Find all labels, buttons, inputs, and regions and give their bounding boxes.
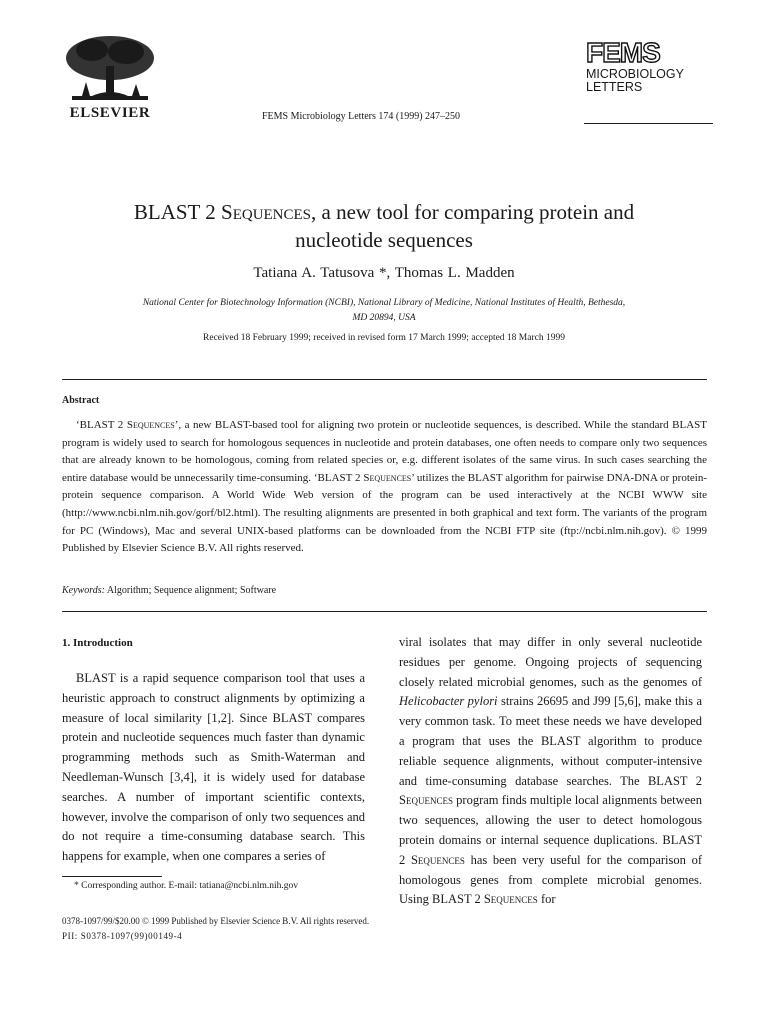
article-title: BLAST 2 Sequences, a new tool for comparing protein and nucleotide sequences [133, 200, 635, 252]
affiliation: National Center for Biotechnology Information (NCBI), National Library of Medicine, National Institutes of Health, Bethesda, MD 20894, USA [142, 298, 626, 323]
rule-top [62, 379, 707, 380]
footnote-rule [62, 876, 162, 877]
elsevier-tree-icon [62, 32, 158, 104]
elsevier-logo [55, 32, 165, 122]
publisher-name: ELSEVIER [69, 105, 151, 121]
section-heading: 1. Introduction [62, 637, 133, 649]
body-left-column: BLAST is a rapid sequence comparison tool that uses a heuristic approach to construct alignments by optimizing a measure of local similarity [1,2]. Since BLAST compares protein and nucleotide sequences much faster than dynamic programming methods such as Smith-Waterman and Needleman-Wunsch [3,4], it is widely used for database searches. A number of important scientific contexts, however, involve the comparison of only two sequences and do not require a time-consuming database search. This happens for example, when one compares a series of [62, 671, 365, 864]
copyright-line: 0378-1097/99/$20.00 © 1999 Published by Elsevier Science B.V. All rights reserved. [62, 916, 370, 926]
journal-name-line1: MICROBIOLOGY [586, 67, 684, 81]
body-right-column: viral isolates that may differ in only several nucleotide residues per genome. Ongoing projects of sequencing closely related microbial genomes, such as the genomes of Helicobacter pylori strains 26695 and J99 [5,6], make this a very common task. To meet these needs we have developed a program that uses the BLAST algorithm to produce reliable sequence alignments, without computer-intensive and time-consuming database searches. The BLAST 2 Sequences program finds multiple local alignments between two sequences, allowing the user to detect homologous protein domains or internal sequence duplications. BLAST 2 Sequences has been very useful for the comparison of homologous genes from complete microbial genomes. Using BLAST 2 Sequences for [399, 635, 702, 907]
keywords: Keywords: Algorithm; Sequence alignment; Software [62, 585, 277, 596]
abstract-heading: Abstract [62, 395, 100, 406]
fems-logo [586, 38, 726, 94]
abstract-text: ‘BLAST 2 Sequences’, a new BLAST-based tool for aligning two protein or nucleotide sequences, is described. While the standard BLAST program is widely used to search for homologous sequences in nucleotide and protein databases, one often needs to compare only two sequences that are already known to be homologous, coming from related species or, e.g. different isolates of the same virus. In such cases searching the entire database would be unnecessarily time-consuming. ‘BLAST 2 Sequences’ utilizes the BLAST algorithm for pairwise DNA-DNA or protein-protein sequence comparison. A World Wide Web version of the program can be used interactively at the NCBI WWW site (http://www.ncbi.nlm.nih.gov/gorf/bl2.html). The resulting alignments are presented in both graphical and text form. The variants of the program for PC (Windows), Mac and several UNIX-based platforms can be downloaded from the NCBI FTP site (ftp://ncbi.nlm.nih.gov). © 1999 Published by Elsevier Science B.V. All rights reserved. [62, 419, 707, 555]
received-dates: Received 18 February 1999; received in revised form 17 March 1999; accepted 18 March 1999 [203, 333, 565, 343]
fems-logo-word: FEMS [586, 37, 660, 68]
journal-citation: FEMS Microbiology Letters 174 (1999) 247–250 [262, 111, 461, 122]
journal-name-line2: LETTERS [586, 80, 643, 94]
footnote: * Corresponding author. E-mail: tatiana@ncbi.nlm.nih.gov [74, 881, 299, 891]
authors: Tatiana A. Tatusova *, Thomas L. Madden [253, 265, 515, 281]
pii-line: PII: S0378-1097(99)00149-4 [62, 931, 183, 941]
rule-bottom [62, 611, 707, 612]
fems-divider [584, 123, 713, 124]
